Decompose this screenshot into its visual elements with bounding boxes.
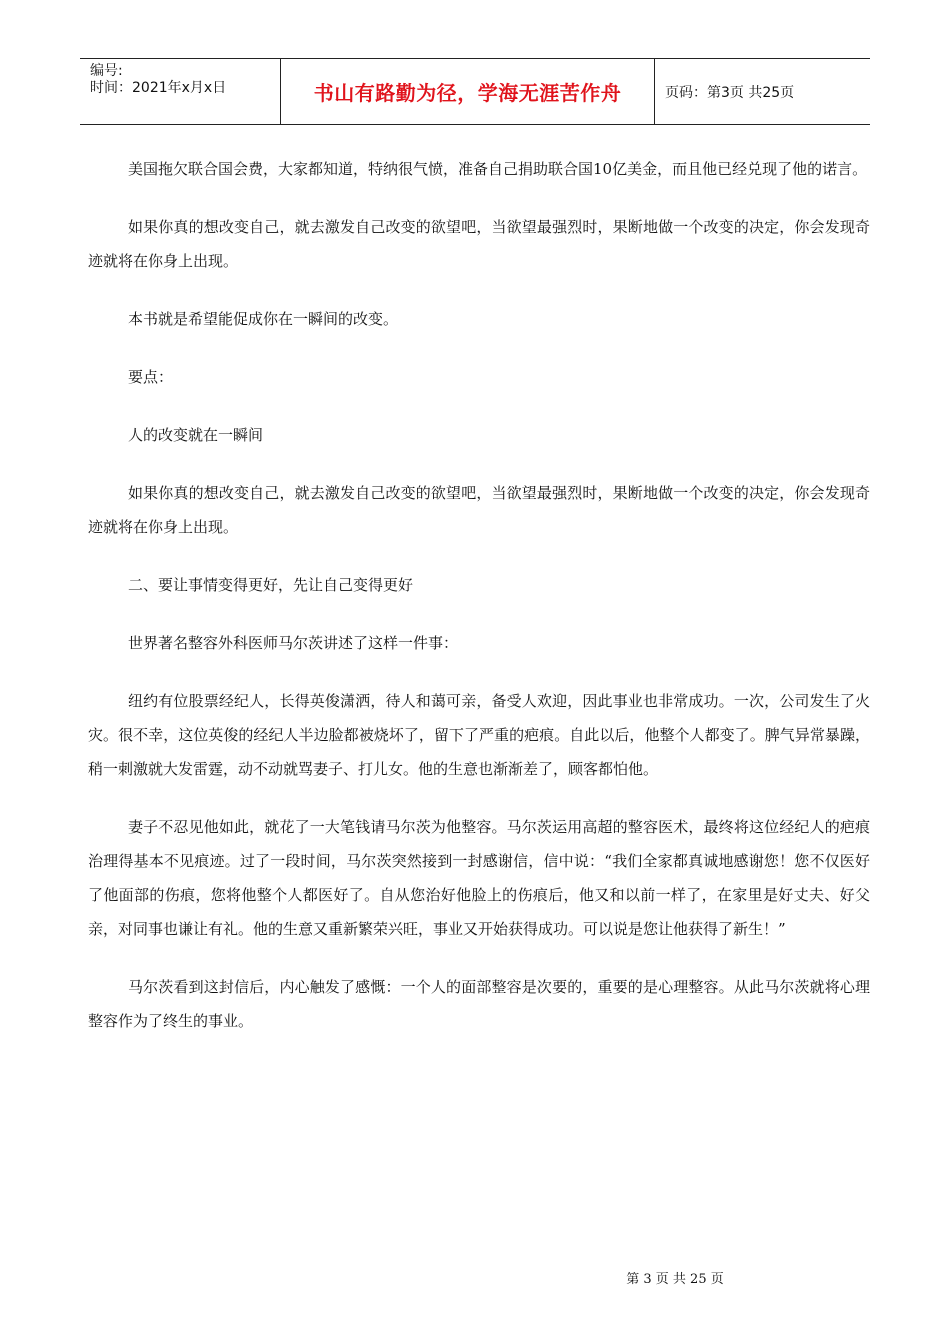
paragraph: 本书就是希望能促成你在一瞬间的改变。 [128, 310, 399, 328]
paragraph: 美国拖欠联合国会费，大家都知道，特纳很气愤，准备自己捐助联合国10亿美金，而且他已经兑现了他的诺言。 [128, 160, 868, 178]
section-heading: 二、要让事情变得更好，先让自己变得更好 [128, 576, 414, 594]
paragraph: 马尔茨看到这封信后，内心触发了感慨：一个人的面部整容是次要的，重要的是心理整容。从此马尔茨就将心理整容作为了终生的事业。 [88, 978, 870, 1030]
header-page-info: 页码：第3页 共25页 [665, 84, 795, 101]
paragraph: 如果你真的想改变自己，就去激发自己改变的欲望吧，当欲望最强烈时，果断地做一个改变的决定，你会发现奇迹就将在你身上出现。 [88, 484, 870, 536]
paragraph: 如果你真的想改变自己，就去激发自己改变的欲望吧，当欲望最强烈时，果断地做一个改变的决定，你会发现奇迹就将在你身上出现。 [88, 218, 870, 270]
paragraph: 世界著名整容外科医师马尔茨讲述了这样一件事： [128, 634, 459, 652]
header-motto: 书山有路勤为径，学海无涯苦作舟 [281, 59, 655, 124]
document-body [88, 152, 870, 1062]
key-points-heading: 要点： [128, 368, 174, 386]
key-point: 人的改变就在一瞬间 [128, 426, 264, 444]
page-footer: 第 3 页 共 25 页 [626, 1272, 724, 1287]
paragraph: 纽约有位股票经纪人，长得英俊潇洒，待人和蔼可亲，备受人欢迎，因此事业也非常成功。一次，公司发生了火灾。很不幸，这位英俊的经纪人半边脸都被烧坏了，留下了严重的疤痕。自此以后，他整个人都变了。脾气异常暴躁，稍一刺激就大发雷霆，动不动就骂妻子、打儿女。他的生意也渐渐差了，顾客都怕他。 [88, 692, 870, 778]
paragraph: 妻子不忍见他如此，就花了一大笔钱请马尔茨为他整容。马尔茨运用高超的整容医术，最终将这位经纪人的疤痕治理得基本不见痕迹。过了一段时间，马尔茨突然接到一封感谢信，信中说：“我们全家都真诚地感谢您！您不仅医好了他面部的伤痕，您将他整个人都医好了。自从您治好他脸上的伤痕后，他又和以前一样了，在家里是好丈夫、好父亲，对同事也谦让有礼。他的生意又重新繁荣兴旺，事业又开始获得成功。可以说是您让他获得了新生！” [88, 818, 870, 938]
document-time: 时间：2021年x月x日 [90, 80, 227, 96]
page-header [80, 58, 870, 125]
header-meta [80, 59, 281, 124]
document-number-label: 编号: [90, 63, 123, 79]
